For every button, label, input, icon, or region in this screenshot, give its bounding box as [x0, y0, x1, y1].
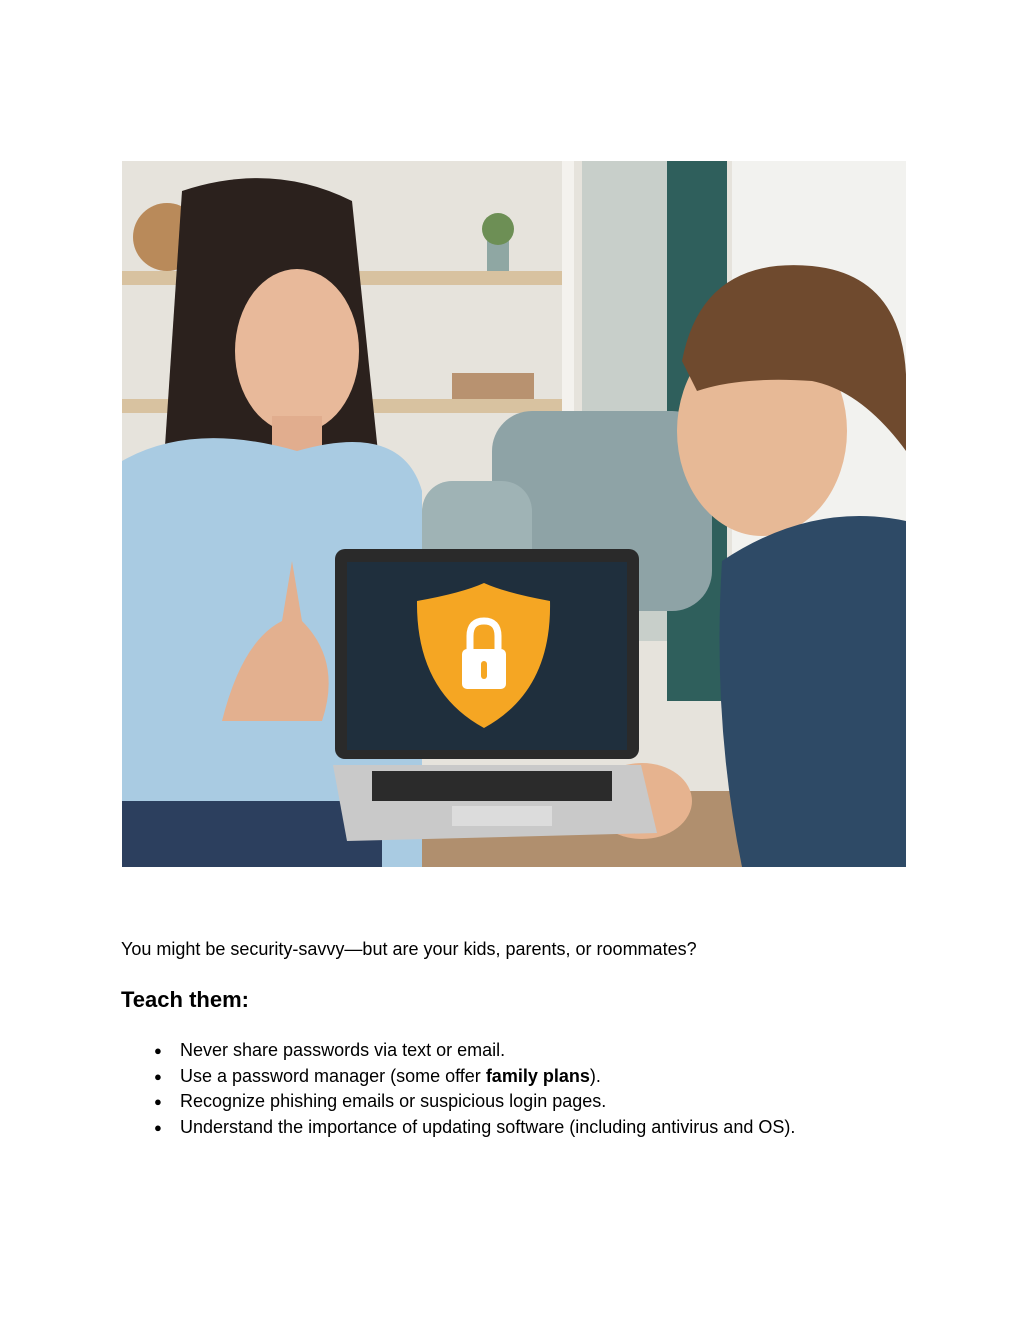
- tip-text: Understand the importance of updating software (including antivirus and OS).: [180, 1116, 796, 1137]
- section-heading: Teach them:: [121, 987, 249, 1012]
- bullet-icon: ●: [154, 1094, 162, 1110]
- list-item: [121, 1038, 881, 1064]
- bullet-icon: ●: [154, 1043, 162, 1058]
- intro-text: You might be security-savvy—but are your kids, parents, or roommates?: [121, 939, 697, 959]
- tip-emphasis: family plans: [485, 1065, 590, 1086]
- list-item: [121, 1064, 881, 1090]
- list-item: [121, 1089, 881, 1115]
- list-item: [121, 1115, 881, 1141]
- tip-text-before: Use a password manager (some offer: [180, 1065, 486, 1086]
- illustration-photo: [122, 161, 906, 867]
- laptop-trackpad: [452, 806, 552, 826]
- bullet-icon: ●: [154, 1068, 162, 1084]
- shelf-plant: [482, 213, 514, 245]
- bullet-icon: ●: [154, 1119, 162, 1135]
- woman-face: [235, 269, 359, 433]
- shelf-plant-pot: [487, 241, 509, 271]
- shelf-box: [452, 373, 534, 399]
- tip-text: Never share passwords via text or email.: [180, 1040, 506, 1060]
- photo-scene: [122, 161, 906, 867]
- boy-shirt: [720, 516, 907, 867]
- tips-list: [121, 1038, 881, 1140]
- tip-text-after: ).: [589, 1065, 601, 1086]
- laptop-keyboard: [372, 771, 612, 801]
- tip-text: Recognize phishing emails or suspicious login pages.: [180, 1091, 607, 1112]
